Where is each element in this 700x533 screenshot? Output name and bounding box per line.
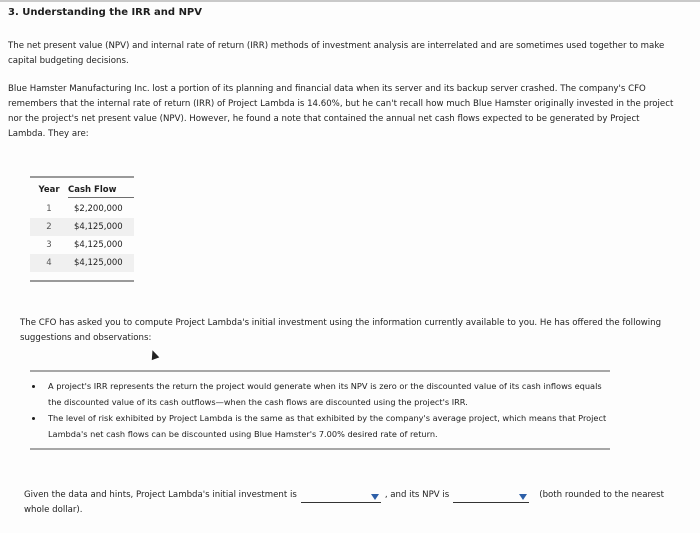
hint-item: • The level of risk exhibited by Project Lambda is the same as that exhibited by the company's average project, which means that Project Lambda's net cash flows can be discounted using Blue Hamster's 7.00% desired rate of return.: [44, 410, 610, 442]
intro-paragraph: The net present value (NPV) and internal rate of return (IRR) methods of investment analysis are interrelated and are sometimes used together to make capital budgeting decisions.: [8, 41, 665, 66]
question-text-3: (both rounded to the nearest: [539, 490, 664, 500]
section-title: 3. Understanding the IRR and NPV: [8, 7, 203, 18]
question-text-1: Given the data and hints, Project Lambda's initial investment is: [24, 490, 297, 500]
table-header: [30, 182, 134, 197]
hint-item: • A project's IRR represents the return the project would generate when its NPV is zero or the discounted value of its cash inflows equals the discounted value of its cash outflows—when the cash flows are discounted using the project's IRR.: [44, 378, 610, 410]
table-row: [30, 218, 134, 236]
question-line: [24, 488, 684, 503]
mouse-cursor-icon: [149, 349, 160, 360]
npv-dropdown[interactable]: [453, 491, 529, 503]
table-row: [30, 254, 134, 272]
cash-flow-header: Cash Flow: [68, 184, 117, 195]
cash-flow-table: [30, 176, 134, 282]
hints-bottom-rule: [30, 448, 610, 450]
header-rule: [68, 197, 134, 198]
year-header: Year: [38, 184, 60, 195]
question-block: [24, 488, 684, 518]
scenario-paragraph: Blue Hamster Manufacturing Inc. lost a portion of its planning and financial data when its server and its backup server crashed. The company's CFO remembers that the internal rate of return (IRR) of Project Lambda is 14.60%, but he can't recall how much Blue Hamster originally invested in the project nor the project's net present value (NPV). However, he found a note that contained the annual net cash flows expected to be generated by Project Lambda. They are:: [8, 84, 674, 139]
table-bottom-rule: [30, 280, 134, 282]
initial-investment-dropdown[interactable]: [301, 491, 381, 503]
year-cell: 4: [46, 258, 52, 268]
year-cell: 2: [46, 222, 52, 232]
question-text-2: , and its NPV is: [384, 490, 450, 500]
hints-list: [30, 378, 610, 442]
year-cell: 1: [46, 204, 52, 214]
dropdown-arrow-icon: [371, 494, 379, 500]
top-border: [0, 0, 700, 2]
table-row: [30, 200, 134, 218]
cash-flow-cell: $2,200,000: [74, 204, 123, 214]
cash-flow-cell: $4,125,000: [74, 240, 123, 250]
table-top-rule: [30, 176, 134, 178]
cash-flow-cell: $4,125,000: [74, 222, 123, 232]
dropdown-arrow-icon: [519, 494, 527, 500]
cfo-request-paragraph: The CFO has asked you to compute Project Lambda's initial investment using the information currently available to you. He has offered the following suggestions and observations:: [20, 318, 662, 343]
question-text-4: whole dollar).: [24, 505, 83, 515]
hints-box: [30, 370, 610, 450]
cash-flow-cell: $4,125,000: [74, 258, 123, 268]
year-cell: 3: [46, 240, 52, 250]
table-row: [30, 236, 134, 254]
hints-top-rule: [30, 370, 610, 372]
